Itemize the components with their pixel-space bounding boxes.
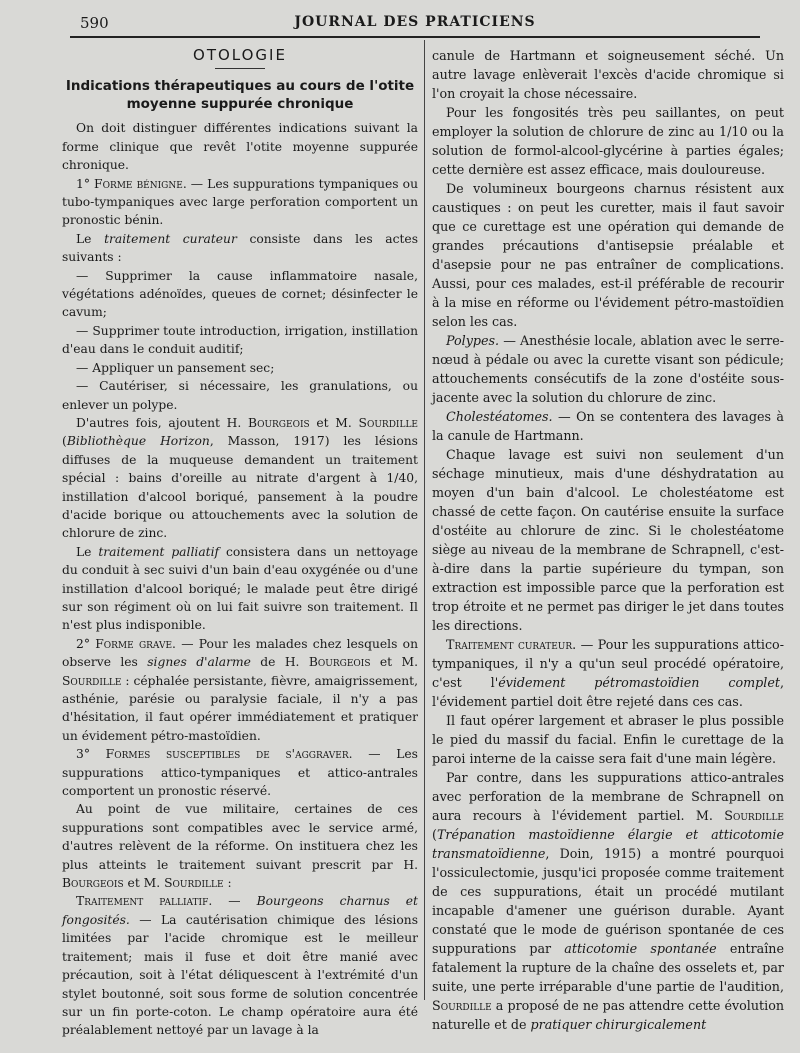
paragraph: D'autres fois, ajoutent H. Bourgeois et M. Sourdille (Bibliothèque Horizon, Masson, 1917) les lésions diffuses de la muqueuse demandent un traitement spécial : bains d'oreille au nitrate d'argent à 1/40, instillation d'alcool boriqué, pansement à la poudre d'acide borique ou attouchements avec la solution de chlorure de zinc.: [62, 415, 418, 541]
paragraph: On doit distinguer différentes indications suivant la forme clinique que revêt l'otite moyenne suppurée chronique.: [62, 121, 418, 173]
paragraph: — Cautériser, si nécessaire, les granulations, ou enlever un polype.: [62, 379, 418, 412]
page-number: 590: [80, 14, 109, 32]
paragraph: — Supprimer toute introduction, irrigation, instillation d'eau dans le conduit auditif;: [62, 323, 418, 357]
paragraph: Pour les fongosités très peu saillantes, on peut employer la solution de chlorure de zinc au 1/10 ou la solution de formol-alcool-glycérine à parties égales; cette dernière est assez efficace, mais douloureuse.: [432, 105, 784, 177]
paragraph: 2° Forme grave. — Pour les malades chez lesquels on observe les signes d'alarme de H. Bourgeois et M. Sourdille : céphalée persistante, fièvre, amaigrissement, asthénie, parésie ou paralysie faciale, il n'y a pas d'hésitation, il faut opérer immédiatement et pratiquer un évidement pétro-mastoïdien.: [62, 636, 419, 743]
paragraph: Cholestéatomes. — On se contentera des lavages à la canule de Hartmann.: [432, 409, 784, 443]
paragraph: Traitement curateur. — Pour les suppurations attico-tympaniques, il n'y a qu'un seul procédé opératoire, c'est l'évidement pétromastoïdien complet, l'évidement partiel doit être rejeté dans ces cas.: [432, 637, 784, 709]
column-divider: [424, 40, 425, 1000]
paragraph: 3° Formes susceptibles de s'aggraver. — Les suppurations attico-tympaniques et attico-antrales comportent un pronostic réservé.: [62, 747, 418, 799]
paragraph: Polypes. — Anesthésie locale, ablation avec le serre-nœud à pédale ou avec la curette visant son pédicule; attouchements consécutifs de la zone d'ostéite sous-jacente avec la solution du chlorure de zinc.: [432, 333, 784, 405]
paragraph: Par contre, dans les suppurations attico-antrales avec perforation de la membrane de Schrapnell on aura recours à l'évidement partiel. M. Sourdille (Trépanation mastoïdienne élargie et atticotomie transmatoïdienne, Doin, 1915) a montré pourquoi l'ossiculectomie, jusqu'ici proposée comme traitement de ces suppurations, était un procédé mutilant incapable d'amener une guérison durable. Ayant constaté que le mode de guérison spontanée de ces suppurations par atticotomie spontanée entraîne fatalement la rupture de la chaîne des osselets et, par suite, une perte irréparable d'une partie de l'audition, Sourdille a proposé de ne pas attendre cette évolution naturelle et de pratiquer chirurgicalement: [432, 770, 784, 1032]
paragraph: Chaque lavage est suivi non seulement d'un séchage minutieux, mais d'une déshydratation au moyen d'un bain d'alcool. Le cholestéatome est chassé de cette façon. On cautérise ensuite la surface d'ostéite au chlorure de zinc. Si le cholestéatome siège au niveau de la membrane de Schrapnell, c'est-à-dire dans la partie supérieure du tympan, son extraction est impossible parce que la perforation est trop étroite et ne permet pas diriger le jet dans toutes les directions.: [432, 447, 784, 633]
paragraph: Le traitement curateur consiste dans les actes suivants :: [62, 231, 419, 265]
paragraph: Traitement palliatif. — Bourgeons charnus et fongosités. — La cautérisation chimique des lésions limitées par l'acide chromique est le meilleur traitement; mais il fuse et doit être manié avec précaution, soit à l'état déliquescent à l'extrémité d'un stylet boutonné, soit sous forme de solution concentrée sur un fin porte-coton. Le champ opératoire aura été préalablement nettoyé par un lavage à la: [62, 894, 418, 1038]
journal-title: JOURNAL DES PRATICIENS: [294, 14, 536, 30]
paragraph: De volumineux bourgeons charnus résistent aux caustiques : on peut les curetter, mais il faut savoir que ce curettage est une opération qui demande de grandes précautions d'antisepsie préalable et d'asepsie pour ne pas entraîner de complications. Aussi, pour ces malades, est-il préférable de recourir à la mise en réforme ou l'évidement pétro-mastoïdien selon les cas.: [432, 181, 784, 329]
header-rule: [70, 36, 760, 38]
section-heading: OTOLOGIE: [193, 46, 287, 64]
right-column: [432, 46, 784, 1034]
paragraph: canule de Hartmann et soigneusement séché. Un autre lavage enlèverait l'excès d'acide chromique si l'on croyait la chose nécessaire.: [432, 48, 784, 101]
paragraph: 1° Forme bénigne. — Les suppurations tympaniques ou tubo-tympaniques avec large perforation comportent un pronostic bénin.: [62, 176, 419, 228]
section-rule: [215, 68, 265, 69]
running-header: [70, 14, 760, 36]
paragraph: Il faut opérer largement et abraser le plus possible le pied du massif du facial. Enfin le curettage de la paroi interne de la caisse sera fait d'une main légère.: [432, 713, 784, 766]
paragraph: — Appliquer un pansement sec;: [76, 360, 275, 375]
paragraph: Au point de vue militaire, certaines de ces suppurations sont compatibles avec le service armé, d'autres relèvent de la réforme. On instituera chez les plus atteints le traitement suivant prescrit par H. Bourgeois et M. Sourdille :: [62, 802, 418, 891]
paragraph: — Supprimer la cause inflammatoire nasale, végétations adénoïdes, queues de cornet; désinfecter le cavum;: [62, 268, 418, 320]
left-column: [62, 46, 418, 1040]
article-title: Indications thérapeutiques au cours de l'otite moyenne suppurée chronique: [65, 78, 415, 113]
paragraph: Le traitement palliatif consistera dans un nettoyage du conduit à sec suivi d'un bain d'eau oxygénée ou d'une instillation d'alcool boriqué; le malade peut être dirigé sur son régiment où on lui fait suivre son traitement. Il n'est plus indisponible.: [62, 544, 418, 633]
